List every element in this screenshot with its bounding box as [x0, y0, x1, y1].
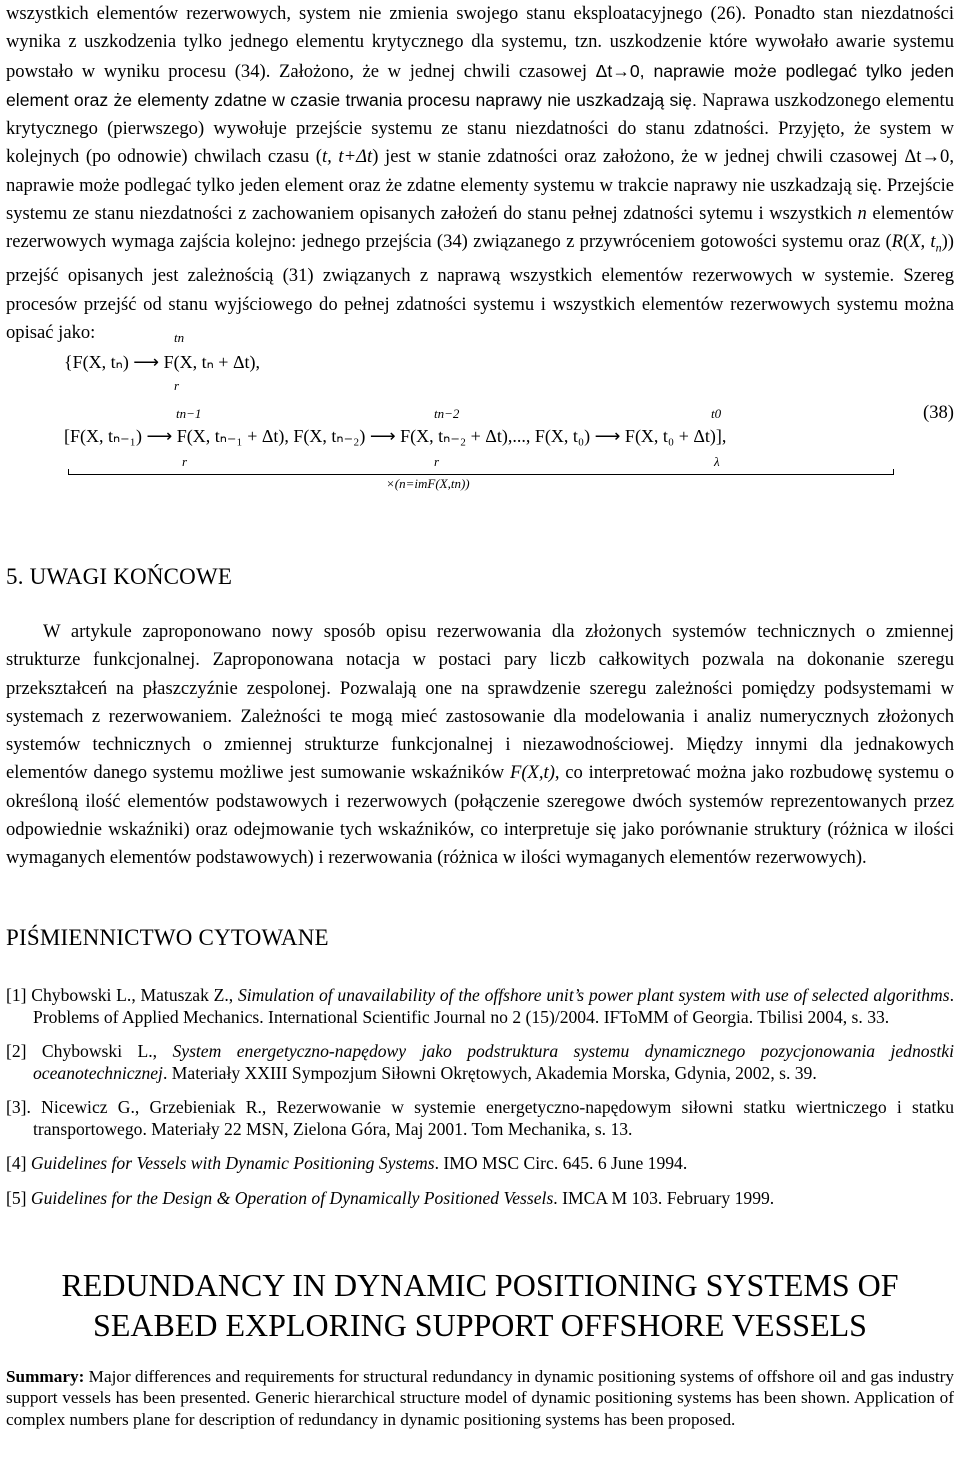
eq-under-a: r [182, 454, 188, 469]
eq-under-c: λ [714, 454, 720, 469]
summary-paragraph [6, 1366, 954, 1430]
reference-5-number: [5] [6, 1187, 31, 1208]
intro-sub-n: n [935, 241, 942, 256]
eq-under-b: r [434, 454, 440, 469]
summary-label: Summary: [6, 1367, 85, 1386]
references-heading: PIŚMIENNICTWO CYTOWANE [6, 925, 329, 950]
reference-3: [3]. Nicewicz G., Grzebieniak R., Rezerwowanie w systemie energetyczno-napędowym siłowni statku wiertniczego i statku transportowego. Materiały 22 MSN, Zielona Góra, Maj 2001. Tom Mechanika, s. 13. [6, 1097, 954, 1139]
intro-text-2: Naprawa uszkodzonego elementu krytycznego (pierwszego) wywołuje przejście systemu ze stanu niezdatności do stanu zdatności. Przyjęto, że system w kolejnych (po odnowie) chwilach czasu ( [6, 89, 954, 168]
reference-4-title: Guidelines for Vessels with Dynamic Positioning Systems [30, 1153, 435, 1173]
reference-2 [6, 1041, 954, 1084]
eq-underbrace [68, 469, 894, 475]
intro-text-5: elementów rezerwowych wymaga zajścia kolejno: jednego przejścia (34) związanego z przywróceniem gotowości systemu oraz ( [6, 203, 954, 253]
reference-5-source: . IMCA M 103. February 1999. [553, 1187, 775, 1208]
reference-4-source: . IMO MSC Circ. 645. 6 June 1994. [434, 1153, 688, 1173]
section-5-text-a: W artykule zaproponowano nowy sposób opisu rezerwowania dla złożonych systemów technicznych o zmiennej strukturze funkcjonalnej. Zaproponowana notacja w postaci pary liczb całkowitych pozwala na dokonanie szeregu przekształceń na płaszczyźnie zespolonej. Pozwalają one na sprawdzenie szeregu zależności pomiędzy podsystemami w systemach z rezerwowaniem. Zależności te mogą mieć zastosowanie dla modelowania i analiz numerycznych złożonych systemów technicznych o zmiennej strukturze funkcjonalnej i niezawodnościowej. Między innymi dla jednakowych elementów danego systemu możliwe jest sumowanie wskaźników [6, 621, 954, 784]
reference-1-source: . Problems of Applied Mechanics. International Scientific Journal no 2 (15)/2004. IFToMM of Georgia. Tbilisi 2004, s. 33. [33, 985, 955, 1027]
eq-over-a: tn−1 [176, 406, 202, 421]
eq-brace-label: ×(n=imF(X,tn)) [386, 476, 470, 491]
eq-line-1: {F(X, tₙ) ⟶ F(X, tₙ + Δt), [64, 352, 261, 372]
eq-over-c: t0 [711, 406, 722, 421]
intro-time-interval: t, t+Δt [322, 146, 373, 168]
reference-5 [6, 1188, 954, 1210]
eq-over-b: tn−2 [434, 406, 460, 421]
english-title-line-1: REDUNDANCY IN DYNAMIC POSITIONING SYSTEMS OF [61, 1267, 899, 1303]
intro-text-6: )) przejść opisanych jest zależnością (31) związanych z naprawą wszystkich elementów rezerwowych w systemie. Szereg procesów przejść od stanu wyjściowego do pełnej zdatności systemu i wszystkich elementów rezerwowych systemu można opisać jako: [6, 231, 954, 343]
intro-xt: X, t [909, 231, 936, 253]
intro-n: n [857, 203, 867, 225]
reference-4 [6, 1153, 954, 1175]
section-5-formula: F(X,t) [509, 762, 555, 784]
reference-1-title: Simulation of unavailability of the offshore unit’s power plant system with use of selected algorithms [237, 985, 950, 1005]
reference-1 [6, 985, 954, 1028]
references-list [6, 985, 954, 1209]
english-title [6, 1265, 954, 1345]
reference-1-authors: [1] Chybowski L., Matuszak Z., [6, 985, 238, 1005]
eq-line-2: [F(X, tₙ₋₁) ⟶ F(X, tₙ₋₁ + Δt), F(X, tₙ₋₂) ⟶ F(X, tₙ₋₂ + Δt),..., F(X, t₀) ⟶ F(X, t₀ + Δt)], [64, 426, 727, 446]
eq-under-1: r [174, 378, 180, 393]
section-5-text-b: , co interpretować można jako rozbudowę systemu o określoną ilość elementów podstawowych i rezerwowych (połączenie szeregowe dwóch systemów reprezentowanych przez odpowiednie wskaźniki) oraz odejmowanie tych wskaźników, co interpretuje się jako porównanie struktury (różnica w ilości wymaganych elementów podstawowych) i rezerwowania (różnica w ilości wymaganych elementów rezerwowych). [6, 762, 954, 869]
intro-paren: ( [903, 231, 910, 253]
intro-delta-2: Δt→0 [904, 146, 950, 168]
english-title-line-2: SEABED EXPLORING SUPPORT OFFSHORE VESSELS [93, 1307, 867, 1343]
reference-2-source: . Materiały XXIII Sympozjum Siłowni Okrętowych, Akademia Morska, Gdynia, 2002, s. 39. [162, 1062, 817, 1083]
equation-number: (38) [923, 402, 954, 423]
equation-38 [6, 326, 954, 496]
eq-over-1: tn [174, 330, 185, 345]
intro-text-1: wszystkich elementów rezerwowych, system nie zmienia swojego stanu eksploatacyjnego (26). Ponadto stan niezdatności wynika z uszkodzenia tylko jednego elementu krytycznego dla systemu, tzn. uszkodzenie które wywołało awarie systemu powstało w wyniku procesu (34). Założono, że w jednej chwili czasowej [6, 3, 954, 82]
intro-text-4: , naprawie może podlegać tylko jeden element oraz że zdatne elementy systemu w trakcie naprawy nie uszkadzają się. Przejście systemu ze stanu niezdatności z zachowaniem opisanych założeń do stanu pełnej zdatności sytemu i wszystkich [6, 146, 954, 225]
intro-text-3: ) jest w stanie zdatności oraz założono, że w jednej chwili czasowej [372, 146, 905, 168]
section-5-paragraph [6, 618, 954, 873]
intro-delta-1: Δt→0, naprawie może podlegać tylko jeden element oraz że elementy zdatne w czasie trwania procesu naprawy nie uszkadzają się. [6, 60, 955, 110]
summary-text: Major differences and requirements for structural redundancy in dynamic positioning systems of offshore oil and gas industry support vessels has been presented. Generic hierarchical structure model of dynamic positioning systems has been shown. Application of complex numbers plane for description of redundancy in dynamic positioning systems has been proposed. [6, 1367, 954, 1429]
intro-paragraph [6, 0, 954, 347]
section-5-heading: 5. UWAGI KOŃCOWE [6, 564, 233, 589]
reference-2-title: System energetyczno-napędowy jako podstruktura systemu dynamicznego pozycjonowania jednostki oceanotechnicznej [33, 1041, 954, 1083]
reference-5-title: Guidelines for the Design & Operation of Dynamically Positioned Vessels [30, 1187, 554, 1208]
intro-r: R [891, 231, 903, 253]
reference-2-authors: [2] Chybowski L., [6, 1041, 173, 1061]
reference-4-number: [4] [6, 1153, 31, 1173]
